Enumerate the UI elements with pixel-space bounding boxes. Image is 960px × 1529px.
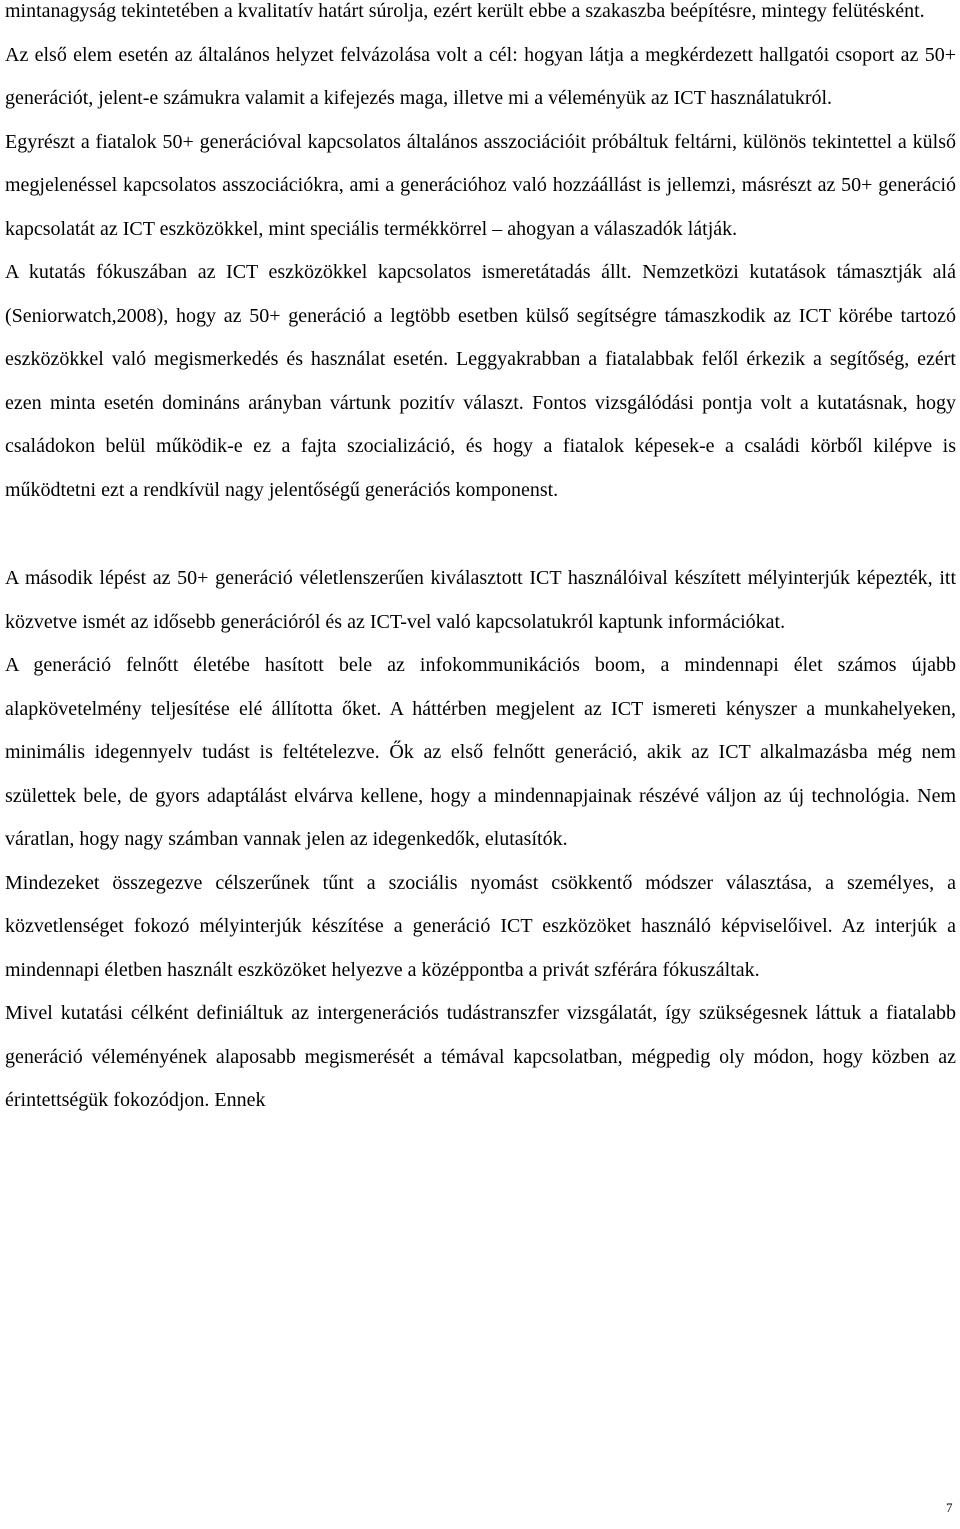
paragraph-summary-method: Mindezeket összegezve célszerűnek tűnt a szociális nyomást csökkentő módszer választása, a személyes, a közvetlenséget fokozó mélyinterjúk készítése a generáció ICT eszközöket használó képviselőivel. Az interjúk a mindennapi életben használt eszközöket helyezve a középpontba a privát szférára fókuszáltak. [5,871,956,981]
paragraph-associations: Egyrészt a fiatalok 50+ generációval kapcsolatos általános asszociációit próbáltuk feltárni, különös tekintettel a külső megjelenéssel kapcsolatos asszociációkra, ami a generációhoz való hozzáállást is jellemzi, másrészt az 50+ generáció kapcsolatát az ICT eszközökkel, mint speciális termékkörrel – ahogyan a válaszadók látják. [5,130,956,240]
paragraph-research-focus: A kutatás fókuszában az ICT eszközökkel kapcsolatos ismeretátadás állt. Nemzetközi kutatások támasztják alá (Seniorwatch,2008), hogy az 50+ generáció a legtöbb esetben külső segítségre támaszkodik az ICT körébe tartozó eszközökkel való megismerkedés és használat esetén. Leggyakrabban a fiatalabbak felől érkezik a segítőség, ezért ezen minta esetén domináns arányban vártunk pozitív választ. Fontos vizsgálódási pontja volt a kutatásnak, hogy családokon belül működik-e ez a fajta szocializáció, és hogy a fiatalok képesek-e a családi körből kilépve is működtetni ezt a rendkívül nagy jelentőségű generációs komponenst. [5,261,956,501]
page-number: 7 [946,1500,953,1515]
paragraph-research-goal: Mivel kutatási célként definiáltuk az intergenerációs tudástranszfer vizsgálatát, így szükségesnek láttuk a fiatalabb generáció véleményének alaposabb megismerését a témával kapcsolatban, mégpedig oly módon, hogy közben az érintettségük fokozódjon. Ennek [5,1002,956,1111]
paragraph-second-step: A második lépést az 50+ generáció véletlenszerűen kiválasztott ICT használóival készített mélyinterjúk képezték, itt közvetve ismét az idősebb generációról és az ICT-vel való kapcsolatukról kaptunk információkat. [5,567,956,633]
paragraph-first-element: Az első elem esetén az általános helyzet felvázolása volt a cél: hogyan látja a megkérdezett hallgatói csoport az 50+ generációt, jelent-e számukra valamit a kifejezés maga, illetve mi a véleményük az ICT használatukról. [5,43,956,109]
paragraph-gap [5,512,956,557]
document-page [5,0,956,1123]
paragraph-generation-context: A generáció felnőtt életébe hasított bele az infokommunikációs boom, a mindennapi élet számos újabb alapkövetelmény teljesítése elé állította őket. A háttérben megjelent az ICT ismereti kényszer a munkahelyeken, minimális idegennyelv tudást is feltételezve. Ők az első felnőtt generáció, akik az ICT alkalmazásba még nem születtek bele, de gyors adaptálást elvárva kellene, hogy a mindennapjainak részévé váljon az új technológia. Nem váratlan, hogy nagy számban vannak jelen az idegenkedők, elutasítók. [5,654,956,850]
paragraph-continuation: mintanagyság tekintetében a kvalitatív határt súrolja, ezért került ebbe a szakaszba beépítésre, mintegy felütésként. [5,0,925,22]
